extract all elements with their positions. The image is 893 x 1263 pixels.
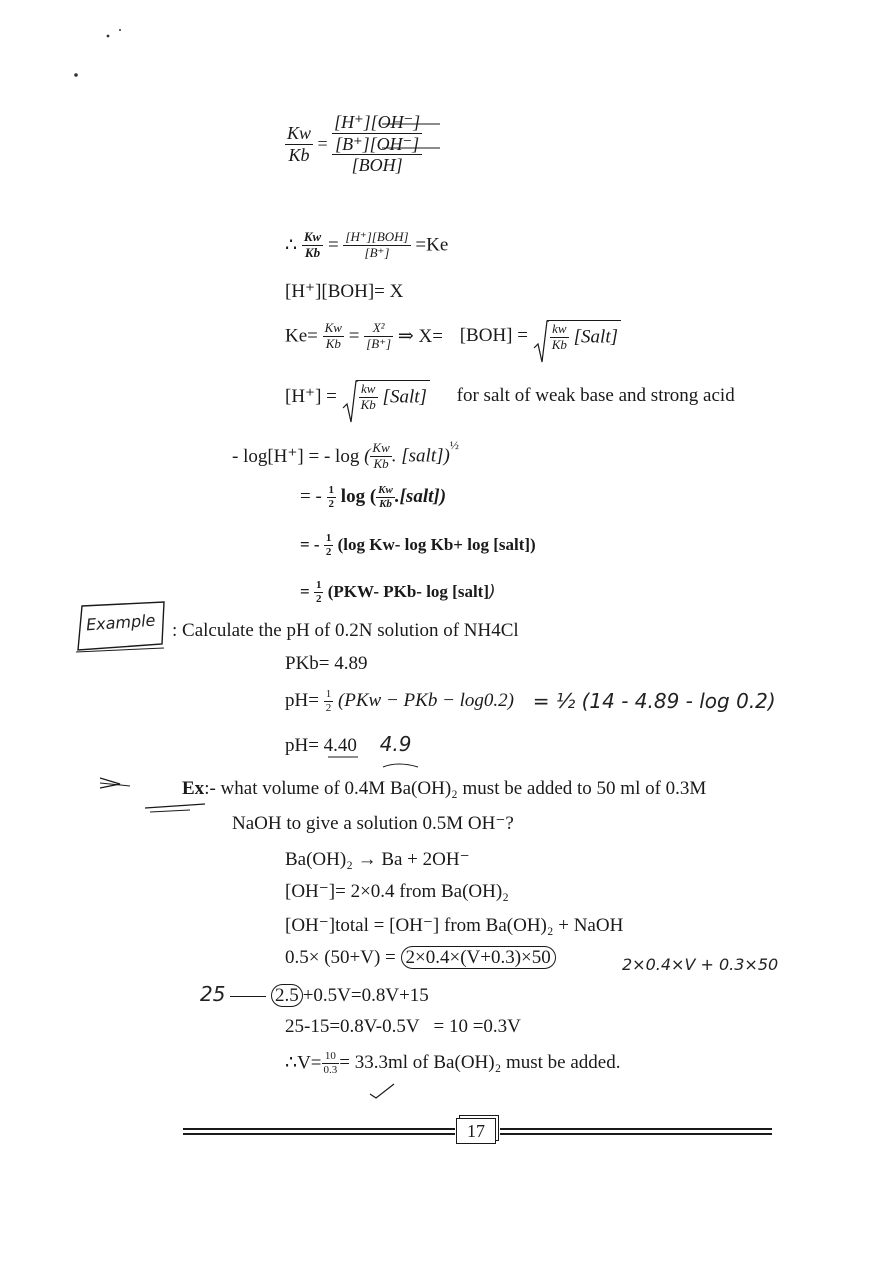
frac-numerator: X²: [364, 321, 393, 337]
strike-text: [H⁺][OH⁻]: [334, 112, 421, 132]
example-2-question: [182, 778, 706, 800]
step-5: [200, 982, 429, 1007]
frac-numerator: kw: [550, 322, 569, 338]
log4-body: (PKW- PKb- log [salt]: [327, 582, 490, 602]
step-6: 25-15=0.8V-0.5V = 10 =0.3V: [285, 1016, 521, 1037]
step5-rest: +0.5V=0.8V+15: [302, 985, 429, 1006]
frac-numerator: Kw: [378, 484, 393, 496]
frac-denominator: Kb: [325, 335, 341, 351]
handwritten-underline: [328, 755, 428, 773]
frac-denominator-bottom: [BOH]: [351, 155, 403, 176]
boh-label: [BOH] =: [459, 325, 528, 347]
frac-denominator: Kb: [379, 497, 392, 510]
example-2-question-cont: NaOH to give a solution 0.5M OH⁻?: [232, 813, 514, 834]
example-label: Example: [85, 610, 156, 635]
footer-rule-left: [183, 1128, 455, 1135]
step-4: [285, 947, 556, 969]
frac-denominator: 2: [315, 592, 322, 605]
frac-denominator: Kb: [551, 336, 567, 352]
handwritten-25: 25: [200, 982, 226, 1006]
therefore-symbol: ∴: [285, 234, 298, 256]
frac-denominator: 2: [325, 701, 332, 714]
equation-log-4: = $\frac{1}{2}$ (PKW- PKb- log [salt]): [300, 579, 496, 605]
final-answer: [285, 1050, 620, 1076]
sqrt-expression: [342, 380, 430, 413]
equation-log-1: - log[H⁺] = - log ( $\frac{Kw}{Kb}$ . [salt])$^{\frac{1}{2}}$: [232, 438, 459, 472]
frac-denominator: [B⁺]: [364, 244, 390, 260]
sqrt-expression: [533, 320, 621, 353]
frac-numerator: Kw: [287, 122, 312, 143]
equation-x: [H⁺][BOH]= X: [285, 281, 404, 302]
equation-kw-kb-ratio: $\frac{Kw}{Kb}$ = [H⁺][OH⁻] [B⁺][OH⁻] [BOH]: [287, 112, 421, 176]
equation-h-plus: [285, 380, 735, 413]
frac-denominator: Kb: [360, 396, 376, 412]
step4-prefix: 0.5× (50+V) =: [285, 947, 396, 968]
page-specks: [60, 20, 140, 90]
exponent-half: ½: [449, 438, 459, 452]
handwritten-expansion: 2×0.4×V + 0.3×50: [622, 955, 779, 974]
ex-label: Ex: [182, 778, 205, 799]
step-3: [OH⁻]total = [OH⁻] from Ba(OH)₂ + NaOH: [285, 915, 624, 936]
check-mark: [368, 1080, 398, 1100]
h-prefix: [H⁺] =: [285, 385, 337, 407]
log-word: log (: [340, 486, 377, 508]
frac-denominator: Kb: [373, 456, 389, 472]
frac-numerator: 1: [315, 579, 322, 591]
frac-numerator: 1: [325, 532, 332, 544]
log3-body: (log Kw- log Kb+ log [salt]): [337, 535, 536, 555]
ph-result-text: pH= 4.40: [285, 735, 357, 756]
log4-prefix: =: [300, 582, 310, 602]
ph-result: [285, 732, 412, 757]
frac-numerator: Kw: [324, 320, 342, 335]
final-prefix: ∴V=: [285, 1052, 322, 1074]
ph-prefix: pH=: [285, 690, 319, 712]
pkb-value: PKb= 4.89: [285, 653, 368, 674]
equation-ke-x: Ke= $\frac{Kw}{Kb}$ = $\frac{\text{X²}}{[B^+]}$ ⇒ X= [BOH] = $\frac{kw}{Kb}$ [Salt]: [285, 320, 621, 353]
example-question: : Calculate the pH of 0.2N solution of NH4Cl: [172, 620, 519, 641]
step-1: Ba(OH)₂ → Ba + 2OH⁻: [285, 849, 470, 870]
footer-rule-right: [500, 1128, 772, 1135]
frac-denominator: [B⁺]: [366, 335, 392, 351]
salt-note: for salt of weak base and strong acid: [456, 385, 735, 407]
log3-prefix: = -: [300, 535, 320, 555]
log-prefix: - log[H⁺] = - log: [232, 446, 360, 468]
salt-term: [Salt]: [573, 326, 618, 348]
frac-numerator: Kw: [372, 440, 390, 456]
frac-denominator: Kb: [288, 144, 310, 165]
final-rest: = 33.3ml of Ba(OH)₂ must be added.: [339, 1052, 621, 1074]
ex2-text: :- what volume of 0.4M Ba(OH)₂ must be added to 50 ml of 0.3M: [204, 778, 707, 799]
frac-denominator: Kb: [304, 244, 321, 260]
log2-prefix: = -: [300, 486, 322, 508]
frac-denominator: 0.3: [323, 1063, 338, 1076]
frac-denominator: 2: [325, 545, 332, 558]
ph-body: (PKw − PKb − log0.2): [337, 690, 514, 712]
handwritten-ph: 4.9: [379, 732, 412, 756]
equation-log-3: [300, 532, 536, 558]
circled-expression: 2×0.4×(V+0.3)×50: [401, 946, 556, 969]
equation-ke: ∴ $\frac{Kw}{Kb}$ = $\frac{\text{[H⁺][BOH]}}{[B^+]}$ =Ke: [285, 229, 449, 260]
page-number: 17: [467, 1121, 485, 1141]
handwritten-ph-calc: = ½ (14 - 4.89 - log 0.2): [532, 689, 776, 714]
implies-x: ⇒ X=: [397, 325, 443, 347]
salt-term: [Salt]: [382, 386, 427, 408]
strike-marks: [380, 115, 450, 160]
frac-numerator: 1: [325, 688, 332, 700]
frac-denominator-top: [B⁺][OH⁻]: [332, 134, 422, 156]
step-2: [OH⁻]= 2×0.4 from Ba(OH)₂: [285, 881, 509, 902]
equation-log-2: = - $\frac{1}{2}$ log ( $\frac{Kw}{Kb}$ .[salt]): [300, 484, 447, 510]
frac-numerator: 10: [322, 1050, 340, 1064]
circled-2-5: 2.5: [271, 984, 303, 1007]
salt-term: . [salt]): [391, 445, 450, 467]
frac-numerator: kw: [359, 382, 378, 398]
ke-prefix: Ke=: [285, 325, 318, 347]
ph-equation: [285, 688, 776, 714]
salt-term: .[salt]): [394, 486, 447, 508]
page-number-box: [456, 1118, 496, 1144]
frac-numerator: Kw: [303, 229, 322, 244]
frac-numerator: [H⁺][BOH]: [345, 229, 409, 244]
ke-result: Ke: [426, 234, 449, 256]
